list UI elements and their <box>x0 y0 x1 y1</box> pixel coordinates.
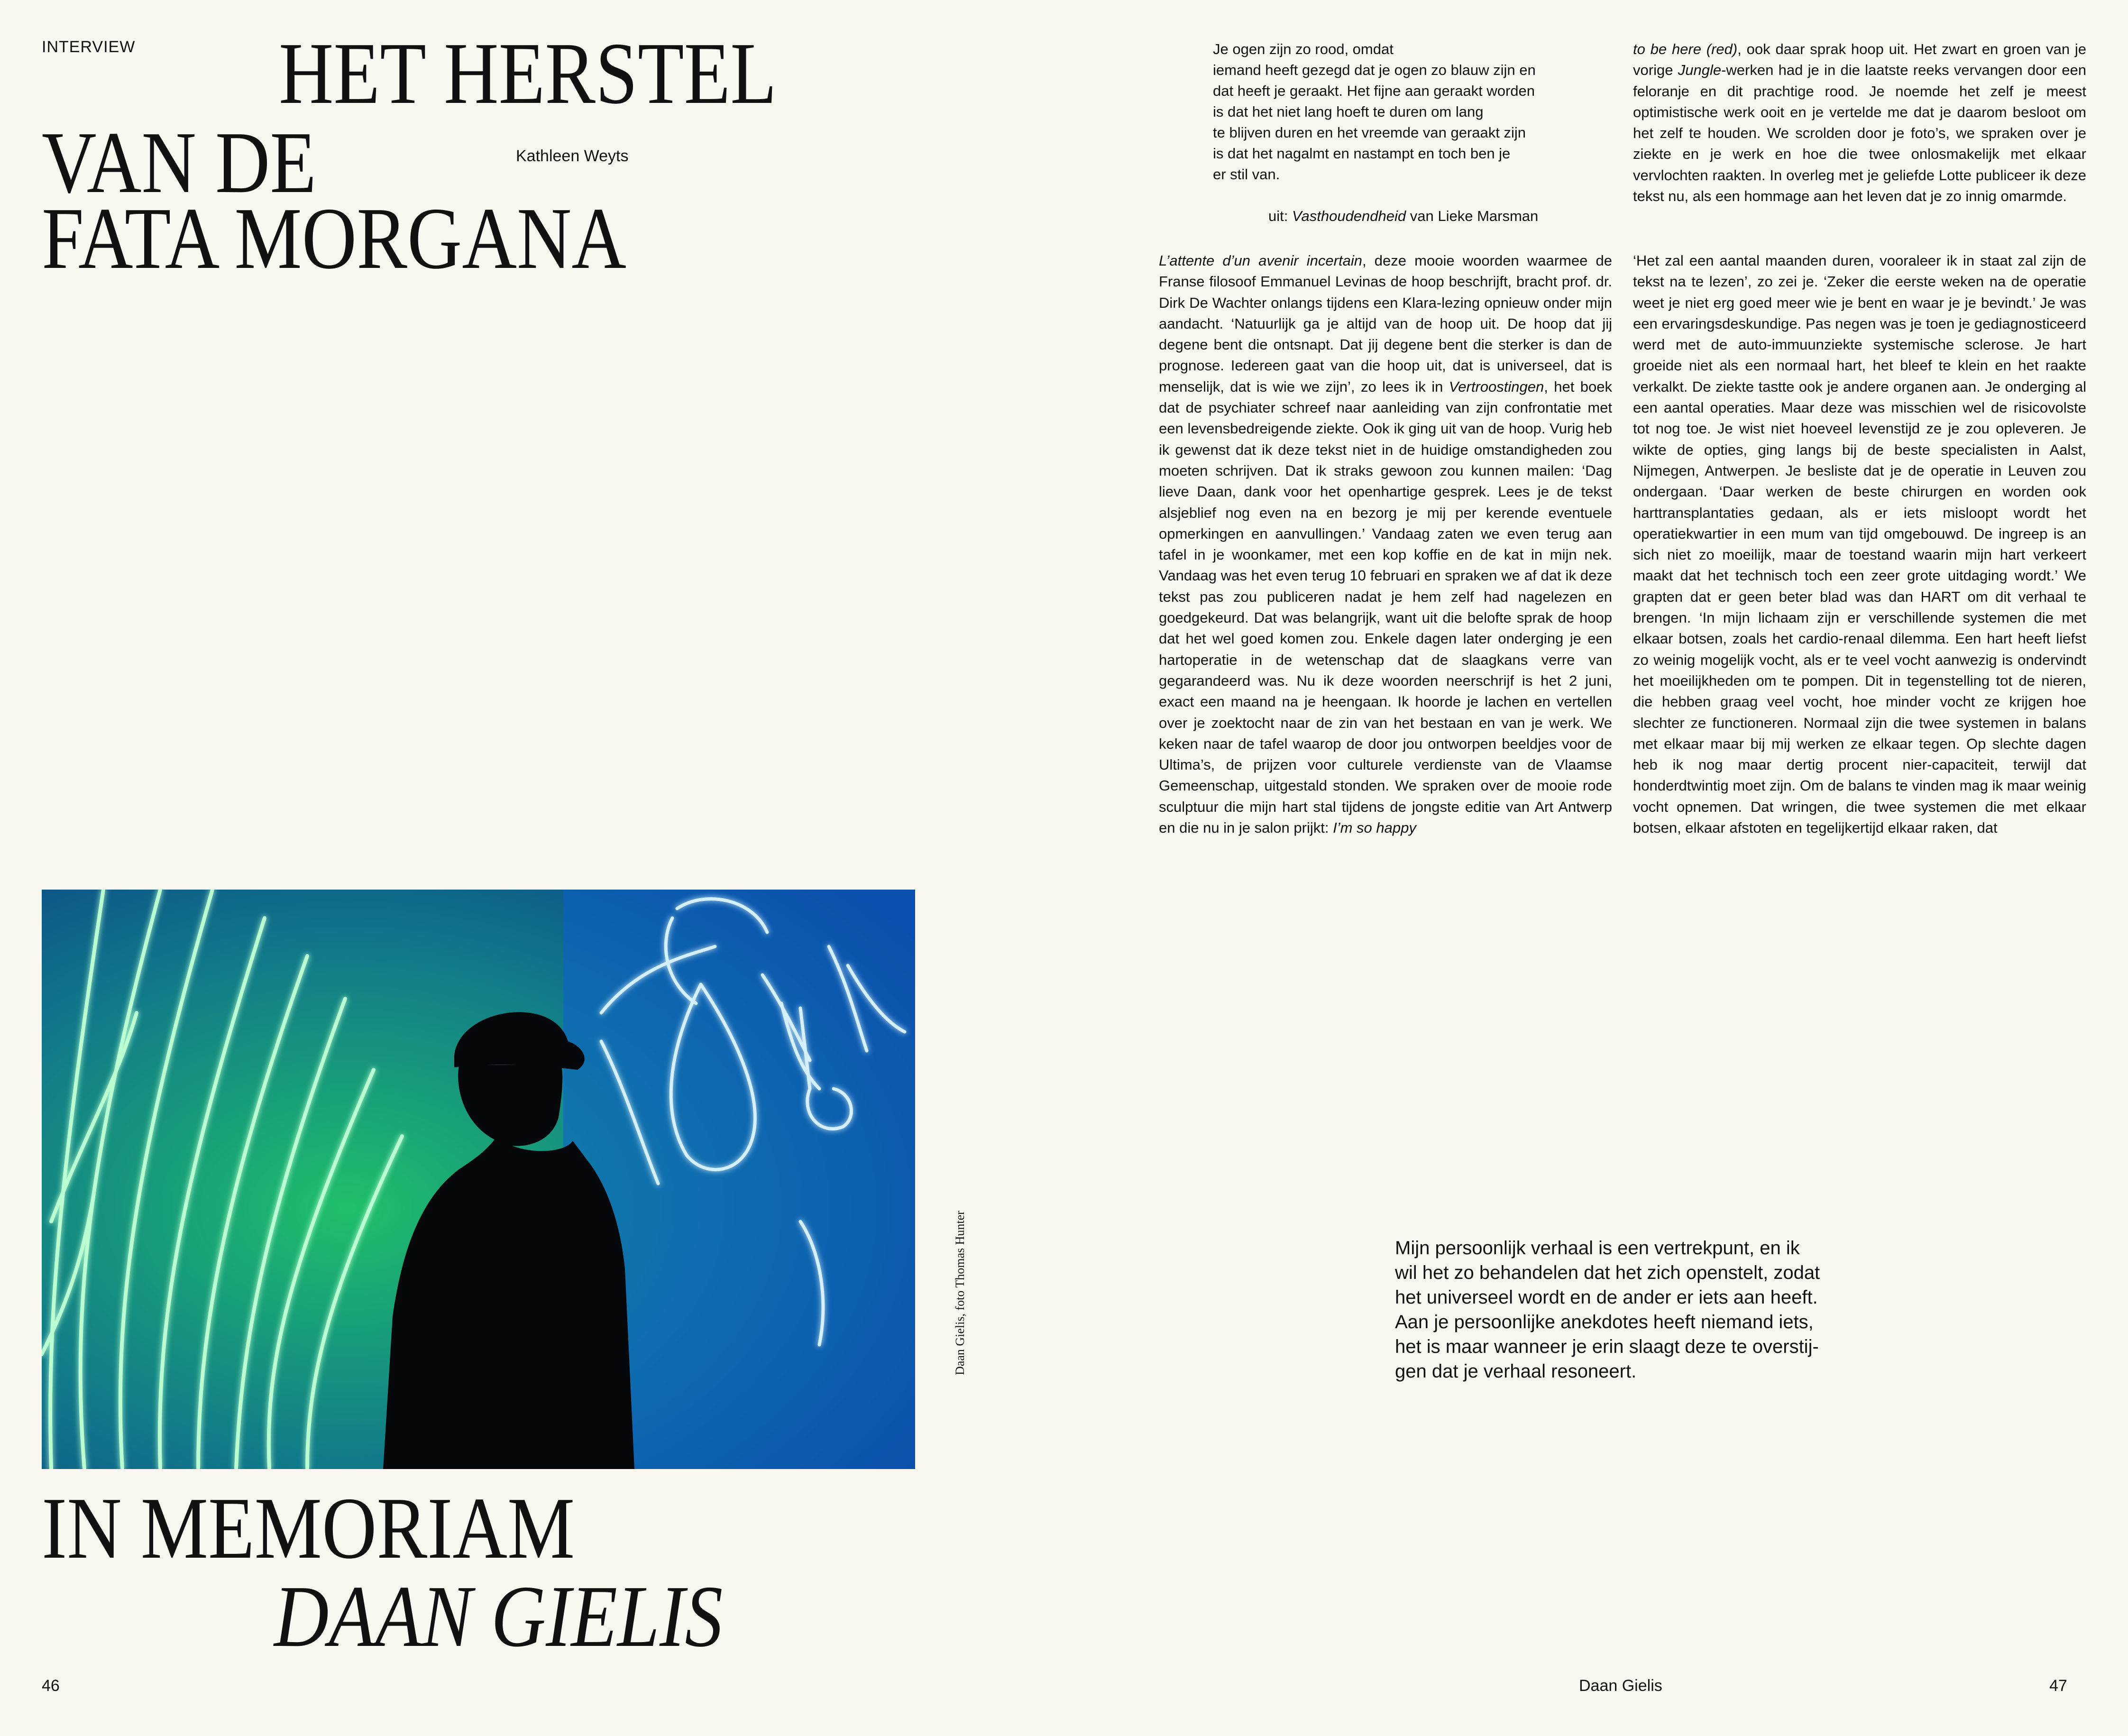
body-column-right-top <box>1633 39 2086 229</box>
poem-source-suffix: van Lieke Marsman <box>1406 208 1539 224</box>
title-line-1: HET HERSTEL <box>279 25 777 122</box>
body-text: , het boek dat de psychiater schreef naar aanleiding van zijn confrontatie met een levensbedreigende ziekte. Ook ik ging uit van de hoop. Vurig heb ik gewenst dat ik deze tekst niet in de huidige omstandigheden zou moeten schrijven. Dat ik straks gewoon zou kunnen mailen: ‘Dag lieve Daan, dank voor het openhartige gesprek. Lees je de tekst alsjeblief nog even na en bezorg je mij per kerende eventuele opmerkingen en aanvullingen.’ Vandaag zaten we even terug aan tafel in je woonkamer, met een kop koffie en de kat in mijn nek. Vandaag was het even terug 10 februari en spraken we af dat ik deze tekst pas zou publiceren nadat je hem zelf had nagelezen en goedgekeurd. Dat was belangrijk, want uit die belofte sprak de hoop dat het wel goed komen zou. Enkele dagen later onderging je een hartoperatie in de wetenschap dat de slaagkans verre van gegarandeerd was. Nu ik deze woorden neerschrijf is het 2 juni, exact een maand na je heengaan. Ik hoorde je lachen en vertellen over je zoektocht naar de zin van het bestaan en van je werk. We keken naar de tafel waarop de door jou ontworpen beeldjes voor de Ultima’s, de prijzen voor culturele verdienste van de Vlaamse Gemeenschap, uitgestald stonden. We spraken over de mooie rode sculptuur die mijn hart stal tijdens de jongste editie van Art Antwerp en die nu in je salon prijkt: <box>1159 378 1612 836</box>
pull-quote-line: gen dat je verhaal resoneert. <box>1395 1361 1637 1382</box>
pull-quote-line: Mijn persoonlijk verhaal is een vertrekpunt, en ik <box>1395 1238 1800 1258</box>
section-kicker: INTERVIEW <box>42 38 136 56</box>
pull-quote-line: het is maar wanneer je erin slaagt deze te overstij- <box>1395 1336 1819 1357</box>
pull-quote-line: wil het zo behandelen dat het zich openstelt, zodat <box>1395 1262 1820 1283</box>
body-column-left <box>1159 250 1612 900</box>
memoriam-line-1: IN MEMORIAM <box>42 1479 575 1577</box>
page-number-left: 46 <box>42 1677 60 1695</box>
poem-line: er stil van. <box>1213 166 1280 183</box>
author-byline: Kathleen Weyts <box>516 147 629 165</box>
pull-quote-line: Aan je persoonlijke anekdotes heeft niemand iets, <box>1395 1312 1814 1332</box>
italic-quote: L’attente d’un avenir incertain <box>1159 252 1362 269</box>
running-head: Daan Gielis <box>1579 1677 1662 1695</box>
body-text: , ook daar sprak hoop uit. Het zwart en groen van je vorige <box>1633 41 2086 79</box>
page-number-right: 47 <box>2049 1677 2067 1695</box>
poem-line: dat heeft je geraakt. Het fijne aan geraakt worden <box>1213 83 1535 99</box>
body-column-right: ‘Het zal een aantal maanden duren, vooraleer ik in staat zal zijn de tekst na te lezen’, zo zei je. ‘Zeker die eerste weken na de operatie weet je niet erg goed meer wie je bent en waar je je bevindt.’ Je was een ervaringsdeskundige. Pas negen was je toen je gediagnosticeerd werd met de auto-immuunziekte systemische sclerose. Je hart groeide niet als een normaal hart, het bleef te klein en het raakte verkalkt. De ziekte tastte ook je andere organen aan. Je onderging al een aantal operaties. Maar deze was misschien wel de risicovolste tot nog toe. Je wist niet hoeveel levenstijd ze je zou opleveren. Je wikte de opties, ging langs bij de beste specialisten in Aalst, Nijmegen, Antwerpen. Je besliste dat je de operatie in Leuven zou ondergaan. ‘Daar werken de beste chirurgen en worden ook harttransplantaties gedaan, als er iets misloopt wordt het operatiekwartier in een mum van tijd omgebouwd. De ingreep is an sich niet zo moeilijk, maar de toestand waarin mijn hart verkeert maakt dat het technisch toch een zeer grote uitdaging wordt.’ We grapten dat er geen beter blad was dan HART om dit verhaal te brengen. ‘In mijn lichaam zijn er verschillende systemen die met elkaar botsen, zoals het cardio-renaal dilemma. Een hart heeft liefst zo weinig mogelijk vocht, als er te veel vocht aanwezig is ondervindt het moeilijkheden om te pompen. Dit in tegenstelling tot de nieren, die hebben graag veel vocht, hoe minder vocht ze krijgen hoe slechter ze functioneren. Normaal zijn die twee systemen in balans met elkaar maar bij mij werken ze elkaar tegen. Op slechte dagen heb ik nog maar dertig procent nier-capaciteit, terwijl dat honderdtwintig moet zijn. Om de balans te vinden mag ik maar weinig vocht opnemen. Dat wringen, die twee systemen die met elkaar botsen, elkaar afstoten en tegelijkertijd elkaar raken, dat <box>1633 252 2086 836</box>
poem-line: Je ogen zijn zo rood, omdat <box>1213 41 1394 57</box>
portrait-photo <box>42 890 915 1469</box>
poem-line: iemand heeft gezegd dat je ogen zo blauw zijn en <box>1213 62 1536 78</box>
body-text: -werken had je in die laatste reeks vervangen door een feloranje en dit prachtige rood. Je noemde het zelf je meest optimistische werk ooit en je vertelde me dat je daarom besloot om het zelf te houden. We scrolden door je foto’s, we spraken over je ziekte en je werk en hoe die twee onlosmakelijk met elkaar vervlochten raakten. In overleg met je geliefde Lotte publiceer ik deze tekst nu, als een hommage aan het leven dat je zo innig omarmde. <box>1633 62 2086 205</box>
photo-credit: Daan Gielis, foto Thomas Hunter <box>953 1211 967 1375</box>
italic-title: Vertroostingen <box>1449 378 1544 395</box>
memoriam-line-2: DAAN GIELIS <box>274 1568 723 1665</box>
poem-line: is dat het niet lang hoeft te duren om lang <box>1213 103 1484 120</box>
pull-quote <box>1395 1236 1850 1384</box>
poem-line: te blijven duren en het vreemde van geraakt zijn <box>1213 124 1526 141</box>
pull-quote-line: het universeel wordt en de ander er iets aan heeft. <box>1395 1287 1818 1308</box>
italic-title: Jungle <box>1678 62 1722 79</box>
poem-source-prefix: uit: <box>1268 208 1292 224</box>
title-line-3: FATA MORGANA <box>42 190 626 287</box>
title-line-2: VAN DE <box>42 114 317 211</box>
epigraph-poem <box>1213 39 1602 185</box>
poem-source <box>1268 208 1538 225</box>
body-text: , deze mooie woorden waarmee de Franse filosoof Emmanuel Levinas de hoop beschrijft, bracht prof. dr. Dirk De Wachter onlangs tijdens een Klara-lezing opnieuw onder mijn aandacht. ‘Natuurlijk ga je altijd van de hoop uit. De hoop dat jij degene bent die ontsnapt. Dat jij degene bent die sterker is dan de prognose. Iedereen gaat van die hoop uit, dat is universeel, dat is menselijk, dat is wie we zijn’, zo lees ik in <box>1159 252 1612 395</box>
italic-title: I’m so happy <box>1333 819 1416 836</box>
poem-source-title: Vasthoudendheid <box>1292 208 1406 224</box>
poem-line: is dat het nagalmt en nastampt en toch ben je <box>1213 145 1511 162</box>
italic-title: to be here (red) <box>1633 41 1738 57</box>
